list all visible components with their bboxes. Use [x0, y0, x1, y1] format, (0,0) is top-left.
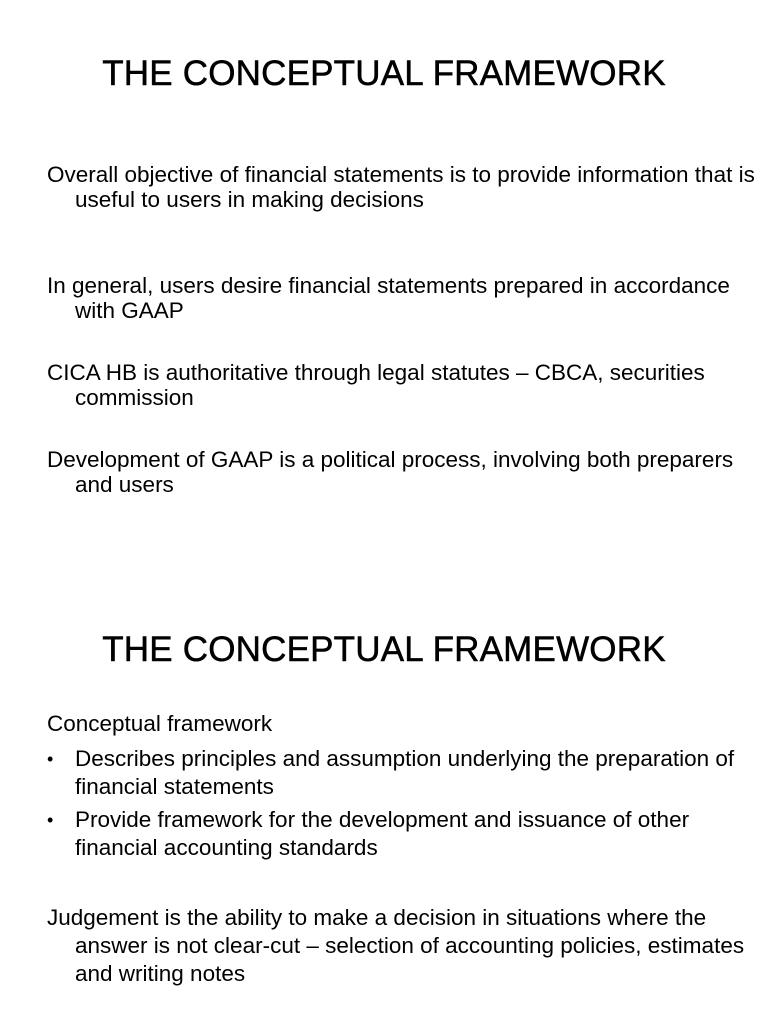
paragraph-gaap-development: Development of GAAP is a political process, involving both preparers and users [47, 447, 734, 497]
paragraph-gaap-users: In general, users desire financial statements prepared in accordance with GAAP [47, 273, 730, 323]
slide-title: THE CONCEPTUAL FRAMEWORK [102, 630, 666, 669]
paragraph-judgement: Judgement is the ability to make a decision in situations where the answer is not clear-cut – selection of accounting policies, estimates and writing notes [47, 905, 745, 986]
list-item-text: Provide framework for the development and issuance of other financial accounting standards [75, 807, 690, 860]
bullet-list [47, 745, 747, 867]
bullet-icon: • [47, 810, 54, 830]
list-item [47, 806, 747, 862]
slide-title: THE CONCEPTUAL FRAMEWORK [102, 54, 666, 93]
bullet-icon: • [47, 749, 54, 769]
section-heading: Conceptual framework [47, 711, 273, 736]
paragraph-objective: Overall objective of financial statements is to provide information that is useful to users in making decisions [47, 162, 755, 212]
list-item-text: Describes principles and assumption underlying the preparation of financial statements [75, 746, 735, 799]
list-item [47, 745, 747, 801]
slide-2 [0, 612, 768, 1024]
paragraph-cica-hb: CICA HB is authoritative through legal statutes – CBCA, securities commission [47, 360, 705, 410]
